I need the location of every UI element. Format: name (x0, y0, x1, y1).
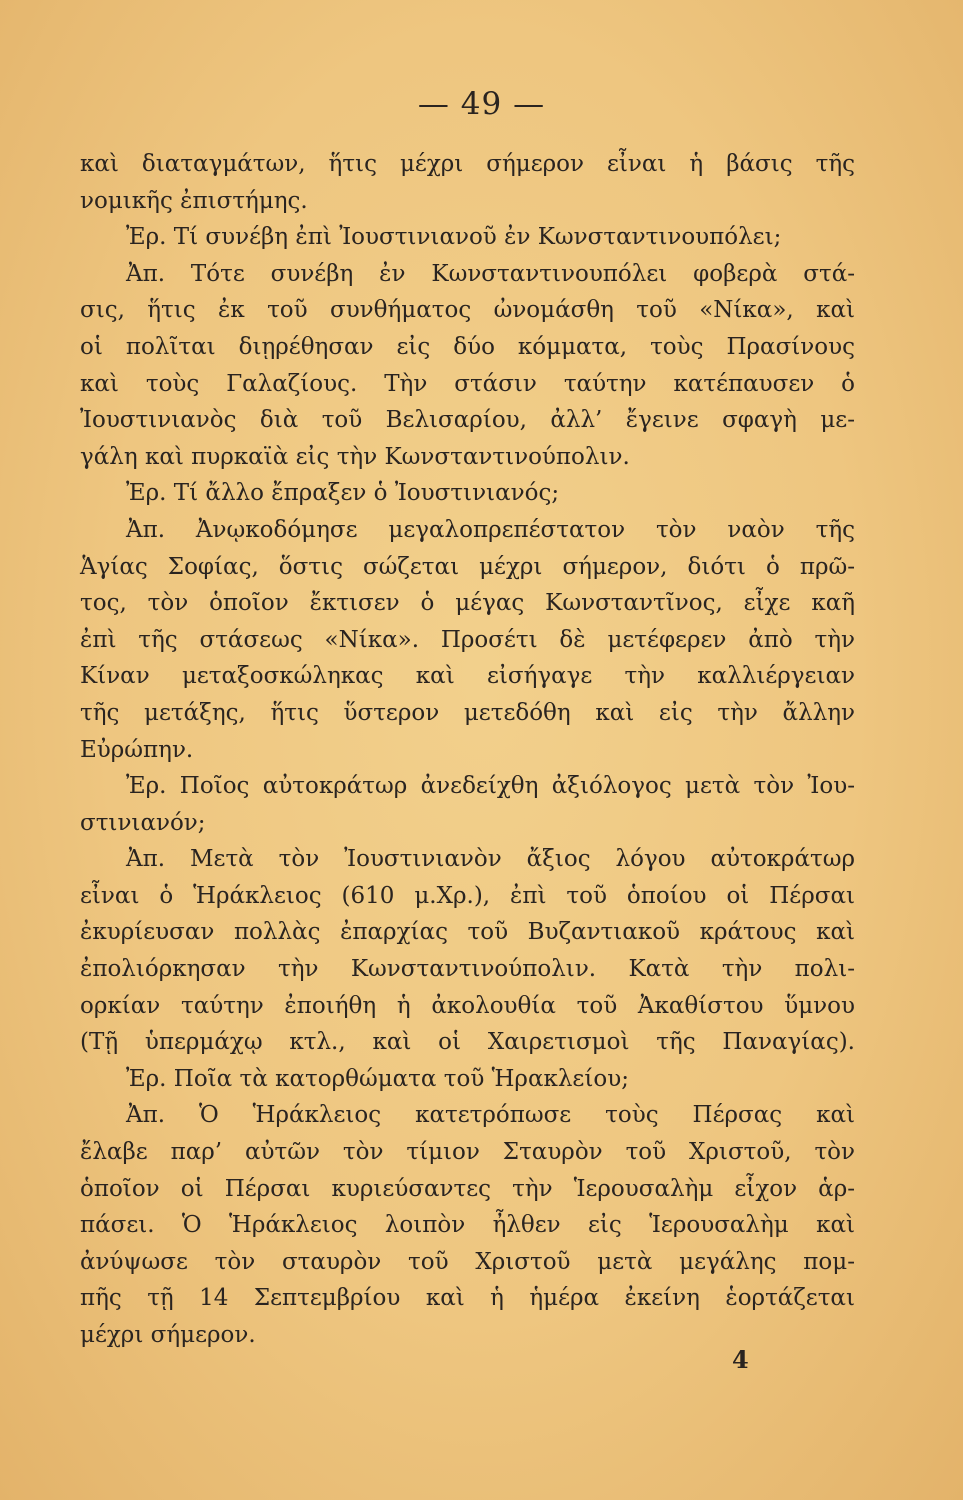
text-line: πάσει. Ὁ Ἡράκλειος λοιπὸν ἦλθεν εἰς Ἱερουσαλὴμ καὶ (80, 1212, 855, 1239)
text-line: οἱ πολῖται διῃρέθησαν εἰς δύο κόμματα, τοὺς Πρασίνους (80, 333, 855, 360)
text-line: Ἁγίας Σοφίας, ὅστις σώζεται μέχρι σήμερον, διότι ὁ πρῶ- (80, 553, 855, 580)
text-line: Ἰουστινιανὸς διὰ τοῦ Βελισαρίου, ἀλλ’ ἔγεινε σφαγὴ με- (80, 407, 855, 434)
text-line: τος, τὸν ὁποῖον ἔκτισεν ὁ μέγας Κωνσταντῖνος, εἶχε καῆ (80, 590, 855, 617)
signature-mark: 4 (732, 1345, 749, 1374)
text-line: ἐπὶ τῆς στάσεως «Νίκα». Προσέτι δὲ μετέφερεν ἀπὸ τὴν (80, 626, 855, 653)
body-text (80, 146, 855, 1354)
text-line: Κίναν μεταξοσκώληκας καὶ εἰσήγαγε τὴν καλλιέργειαν (80, 663, 855, 690)
text-line: ὁποῖον οἱ Πέρσαι κυριεύσαντες τὴν Ἱερουσαλὴμ εἶχον ἁρ- (80, 1175, 855, 1202)
text-line: τῆς μετάξης, ἥτις ὕστερον μετεδόθη καὶ εἰς τὴν ἄλλην (80, 699, 855, 726)
text-line: ἐκυρίευσαν πολλὰς ἐπαρχίας τοῦ Βυζαντιακοῦ κράτους καὶ (80, 919, 855, 946)
text-line: καὶ διαταγμάτων, ἥτις μέχρι σήμερον εἶναι ἡ βάσις τῆς (80, 151, 855, 177)
text-line: εἶναι ὁ Ἡράκλειος (610 μ.Χρ.), ἐπὶ τοῦ ὁποίου οἱ Πέρσαι (80, 882, 855, 909)
text-line: ἔλαβε παρ’ αὐτῶν τὸν τίμιον Σταυρὸν τοῦ Χριστοῦ, τὸν (80, 1139, 855, 1166)
text-line: Ἀπ. Ὁ Ἡράκλειος κατετρόπωσε τοὺς Πέρσας καὶ (126, 1102, 855, 1129)
text-line: σις, ἥτις ἐκ τοῦ συνθήματος ὠνομάσθη τοῦ «Νίκα», καὶ (80, 297, 855, 324)
text-line: στινιανόν; (80, 809, 206, 836)
text-line: γάλη καὶ πυρκαϊὰ εἰς τὴν Κωνσταντινούπολιν. (80, 443, 630, 470)
text-line: Ἀπ. Ἀνῳκοδόμησε μεγαλοπρεπέστατον τὸν ναὸν τῆς (126, 516, 855, 543)
text-line: ἐπολιόρκησαν τὴν Κωνσταντινούπολιν. Κατὰ τὴν πολι- (80, 956, 855, 983)
text-line: πῆς τῇ 14 Σεπτεμβρίου καὶ ἡ ἡμέρα ἐκείνη ἑορτάζεται (80, 1285, 855, 1312)
text-line: Εὐρώπην. (80, 736, 194, 763)
text-line: μέχρι σήμερον. (80, 1322, 256, 1348)
text-line: Ἐρ. Ποῖος αὐτοκράτωρ ἀνεδείχθη ἀξιόλογος μετὰ τὸν Ἰου- (126, 773, 855, 800)
text-line: Ἀπ. Τότε συνέβη ἐν Κωνσταντινουπόλει φοβερὰ στά- (126, 260, 855, 287)
text-line: Ἀπ. Μετὰ τὸν Ἰουστινιανὸν ἄξιος λόγου αὐτοκράτωρ (126, 846, 855, 873)
text-line: Ἐρ. Τί συνέβη ἐπὶ Ἰουστινιανοῦ ἐν Κωνσταντινουπόλει; (126, 224, 782, 251)
text-line: Ἐρ. Τί ἄλλο ἔπραξεν ὁ Ἰουστινιανός; (126, 480, 560, 507)
text-line: ἀνύψωσε τὸν σταυρὸν τοῦ Χριστοῦ μετὰ μεγάλης πομ- (80, 1248, 855, 1275)
text-line: καὶ τοὺς Γαλαζίους. Τὴν στάσιν ταύτην κατέπαυσεν ὁ (80, 370, 855, 397)
page-number: — 49 — (417, 86, 546, 122)
text-line: Ἐρ. Ποῖα τὰ κατορθώματα τοῦ Ἡρακλείου; (126, 1065, 629, 1092)
text-line: (Τῇ ὑπερμάχῳ κτλ., καὶ οἱ Χαιρετισμοὶ τῆς Παναγίας). (80, 1029, 855, 1056)
text-line: νομικῆς ἐπιστήμης. (80, 187, 308, 214)
text-line: ορκίαν ταύτην ἐποιήθη ἡ ἀκολουθία τοῦ Ἀκαθίστου ὕμνου (80, 992, 855, 1019)
